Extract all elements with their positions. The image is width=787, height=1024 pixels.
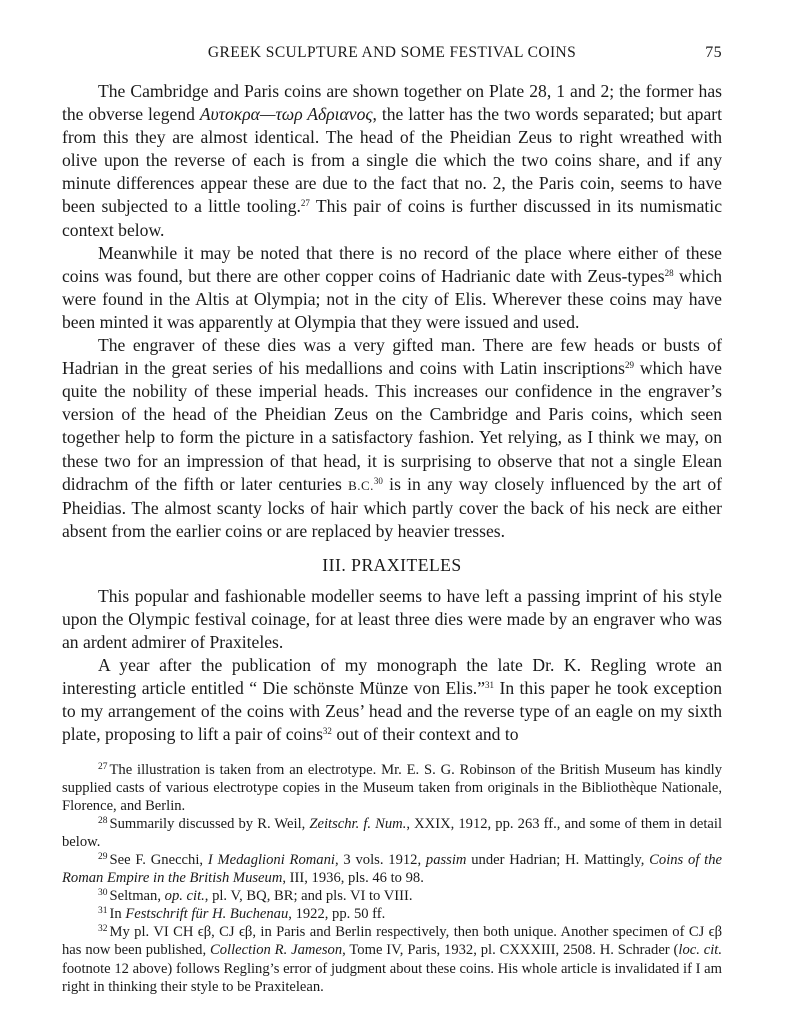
footnote-ref-27[interactable]: 27	[300, 198, 310, 209]
footnote-mark: 32	[98, 924, 108, 935]
footnote-italic: Collection R. Jameson	[210, 942, 343, 959]
footnote-text: The illustration is taken from an electrotype. Mr. E. S. G. Robinson of the British Museum has kindly supplied casts of various electrotype copies in the Museum taken from originals in the Bibliothèque Nationale, Florence, and Berlin.	[62, 761, 722, 814]
paragraph-4	[62, 585, 722, 654]
footnote-28	[62, 815, 722, 851]
footnote-27	[62, 761, 722, 815]
footnote-text: My pl. VI CH ϵβ, CJ ϵβ, in Paris and Berlin respectively, then both unique. Another specimen of CJ ϵβ has now been published,	[62, 924, 722, 959]
footnote-text: , XXIX, 1912, pp. 263 ff., and some of them in detail below.	[62, 815, 722, 850]
text-run: In this paper he took exception to my arrangement of the coins with Zeus’ head and the reverse type of an eagle on my sixth plate, proposing to lift a pair of coins	[62, 678, 723, 745]
text-run: which were found in the Altis at Olympia; not in the city of Elis. Wherever these coins may have been minted it was apparently at Olympia that they were issued and used.	[62, 265, 722, 332]
footnote-text: Seltman,	[109, 888, 165, 905]
footnote-mark: 30	[98, 888, 108, 899]
footnote-text: , Tome IV, Paris, 1932, pl. CXXXIII, 2508. H. Schrader (	[342, 942, 679, 959]
footnote-mark: 27	[98, 761, 108, 772]
footnote-mark: 28	[98, 815, 108, 826]
footnote-text: , III, 1936, pls. 46 to 98.	[282, 870, 424, 887]
footnote-italic: op. cit.	[164, 888, 205, 905]
paragraph-1	[62, 80, 722, 242]
text-run: A year after the publication of my monograph the late Dr. K. Regling wrote an interesting article entitled “ Die schönste Münze von Elis.”	[62, 655, 722, 699]
footnote-text: Summarily discussed by R. Weil,	[109, 815, 310, 832]
text-run: out of their context and to	[331, 724, 519, 745]
footnote-text: , 3 vols. 1912,	[334, 852, 426, 868]
footnote-ref-29[interactable]: 29	[625, 360, 635, 371]
page-number: 75	[705, 44, 722, 61]
footnote-text: under Hadrian; H. Mattingly,	[466, 852, 650, 868]
footnote-text: , 1922, pp. 50 ff.	[288, 906, 386, 923]
footnote-mark: 31	[98, 906, 108, 917]
text-run: The Cambridge and Paris coins are shown together on Plate 28, 1 and 2; the former has the obverse legend	[62, 81, 722, 125]
text-run: , the latter has the two words separated; but apart from this they are almost identical. The head of the Pheidian Zeus to right wreathed with olive upon the reverse of each is from a single die which the two coins share, and if any minute differences appear these are due to the fact that no. 2, the Paris coin, seems to have been subjected to a little tooling.	[62, 104, 722, 217]
footnote-31	[62, 905, 722, 923]
footnote-text: footnote 12 above) follows Regling’s error of judgment about these coins. His whole article is invalidated if I am right in thinking their style to be Praxitelean.	[62, 960, 722, 995]
footnote-text: , pl. V, BQ, BR; and pls. VI to VIII.	[204, 888, 413, 905]
footnote-text: See F. Gnecchi,	[109, 852, 208, 868]
bc-abbreviation: B.C.	[348, 477, 374, 493]
footnote-30	[62, 887, 722, 905]
paragraph-2	[62, 242, 722, 334]
footnote-mark: 29	[98, 852, 108, 862]
paragraph-3	[62, 334, 722, 543]
footnote-italic: Coins of the Roman Empire in the British Museum	[62, 852, 723, 887]
text-run: Meanwhile it may be noted that there is no record of the place where either of these coins was found, but there are other copper coins of Hadrianic date with Zeus-types	[62, 242, 722, 286]
text-run: is in any way closely influenced by the art of Pheidias. The almost scanty locks of hair which partly cover the back of his neck are either absent from the earlier coins or are replaced by heavier tresses.	[62, 473, 722, 541]
running-title: GREEK SCULPTURE AND SOME FESTIVAL COINS	[207, 44, 577, 61]
text-run: This pair of coins is further discussed in its numismatic context below.	[62, 196, 723, 240]
footnote-text: In	[109, 906, 126, 923]
footnote-ref-30[interactable]: 30	[373, 475, 383, 486]
footnote-ref-28[interactable]: 28	[664, 267, 674, 278]
footnote-29	[62, 851, 722, 887]
page-header	[62, 40, 722, 64]
text-run: This popular and fashionable modeller seems to have left a passing imprint of his style upon the Olympic festival coinage, for at least three dies were made by an engraver who was an ardent admirer of Praxiteles.	[62, 585, 722, 653]
paragraph-5	[62, 654, 722, 746]
footnotes	[62, 761, 722, 996]
footnote-32	[62, 923, 722, 995]
text-run: which have quite the nobility of these imperial heads. This increases our confidence in the engraver’s version of the head of the Pheidian Zeus on the Cambridge and Paris coins, which seen together help to form the picture in a satisfactory fashion. Yet relying, as I think we may, on these two for an impression of that head, it is surprising to observe that not a single Elean didrachm of the fifth or later centuries	[62, 358, 722, 494]
greek-legend: Αυτοκρα—τωρ Αδριανος	[199, 104, 373, 125]
footnote-italic: loc. cit.	[678, 942, 722, 959]
footnote-ref-31[interactable]: 31	[485, 680, 495, 691]
footnote-italic: Zeitschr. f. Num.	[309, 815, 407, 832]
footnote-italic: Festschrift für H. Buchenau	[125, 906, 289, 923]
footnote-italic: passim	[425, 852, 467, 868]
section-heading: III. PRAXITELES	[322, 554, 462, 575]
footnote-ref-32[interactable]: 32	[322, 726, 332, 737]
book-page	[62, 40, 722, 996]
body-text	[62, 80, 722, 747]
text-run: The engraver of these dies was a very gifted man. There are few heads or busts of Hadrian in the great series of his medallions and coins with Latin inscriptions	[62, 335, 722, 379]
footnote-italic: I Medaglioni Romani	[207, 852, 335, 868]
